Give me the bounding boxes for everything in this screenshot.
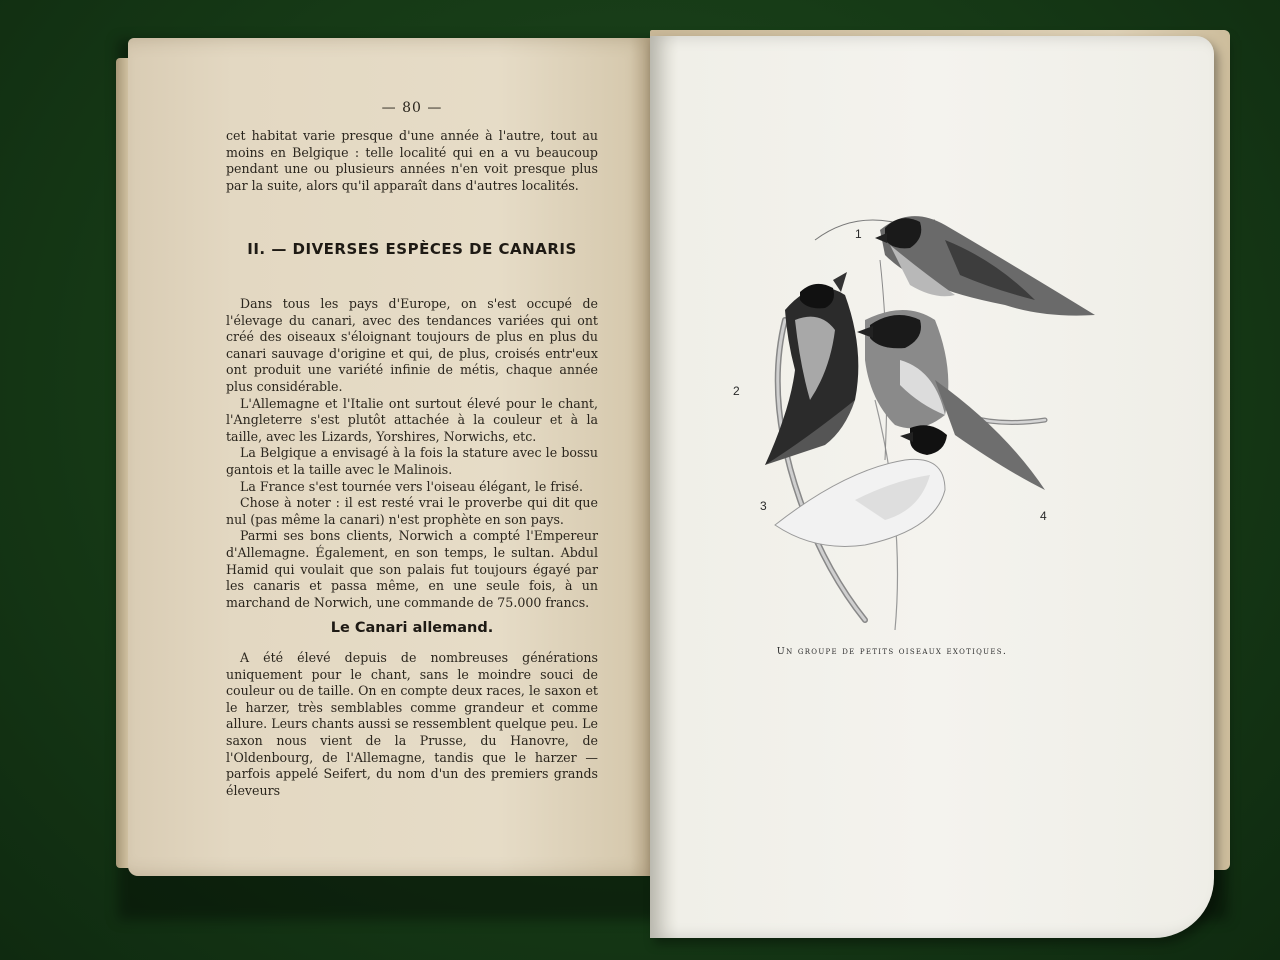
intro-paragraph: cet habitat varie presque d'une année à l'autre, tout au moins en Belgique : telle localité qui en a vu beaucoup pendant une ou plusieurs années n'en voit presque plus par la suite, alors qu'il apparaît dans d'autres localités. (226, 128, 598, 193)
body-paragraph: La France s'est tournée vers l'oiseau élégant, le frisé. (240, 478, 583, 494)
body-paragraph: Parmi ses bons clients, Norwich a compté l'Empereur d'Allemagne. Également, en son temps, le sultan. Abdul Hamid qui voulait que son palais fut toujours égayé par les canaris et passa même, en une seule fois, à un marchand de Norwich, une commande de 75.000 francs. (226, 528, 598, 610)
body-paragraph: La Belgique a envisagé à la fois la stature avec le bossu gantois et la taille avec le Malinois. (226, 445, 598, 477)
body-paragraph: L'Allemagne et l'Italie ont surtout élevé pour le chant, l'Angleterre s'est plutôt attachée à la couleur et à la taille, avec les Lizards, Yorshires, Norwichs, etc. (226, 395, 598, 444)
intro-paragraph-block (226, 128, 598, 194)
bird-3 (857, 310, 1045, 490)
body-paragraph: Chose à noter : il est resté vrai le proverbe qui dit que nul (pas même la canari) n'est prophète en son pays. (226, 495, 598, 527)
figure-number: 1 (855, 227, 862, 241)
body-paragraph: Dans tous les pays d'Europe, on s'est occupé de l'élevage du canari, avec des tendances variées qui ont créé des oiseaux s'éloignant toujours de plus en plus du canari sauvage d'origine et qui, de plus, croisés entr'eux ont produit une variété infinie de métis, chaque année plus considérable. (226, 296, 598, 394)
body-paragraph: A été élevé depuis de nombreuses générations uniquement pour le chant, sans le moindre souci de couleur ou de taille. On en compte deux races, le saxon et le harzer, très semblables comme grandeur et comme allure. Leurs chants aussi se ressemblent quelque peu. Le saxon nous vient de la Prusse, du Hanovre, de l'Oldenbourg, de l'Allemagne, tandis que le harzer — parfois appelé Seifert, du nom d'un des premiers grands éleveurs (226, 650, 598, 798)
page-number: — 80 — (381, 100, 443, 116)
section-body (226, 296, 598, 611)
figure-caption: Un groupe de petits oiseaux exotiques. (776, 646, 1008, 657)
figure-number: 3 (760, 499, 767, 513)
subsection-title: Le Canari allemand. (330, 620, 494, 636)
figure-number: 2 (733, 384, 740, 398)
subsection-body (226, 650, 598, 799)
figure-number: 4 (1040, 509, 1047, 523)
bird-1 (875, 216, 1095, 315)
bird-illustration (705, 200, 1105, 650)
section-title: II. — DIVERSES ESPÈCES DE CANARIS (247, 240, 577, 258)
